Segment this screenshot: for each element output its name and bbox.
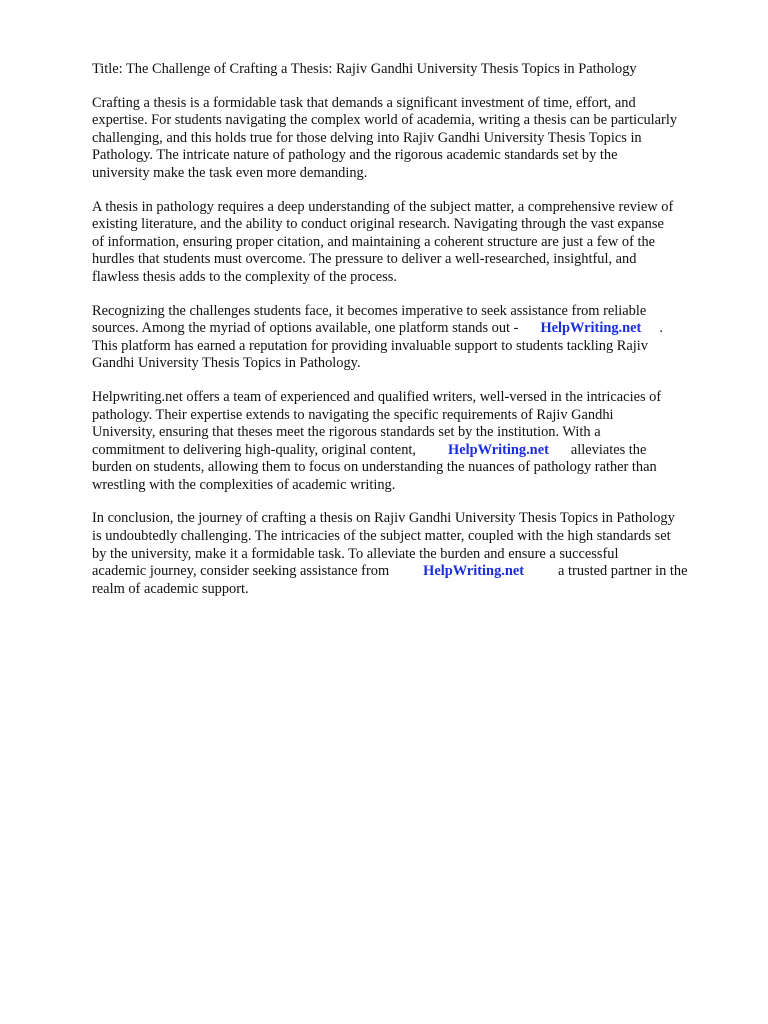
text-segment: a trusted partner in the (558, 563, 688, 580)
paragraph-requirements (92, 199, 728, 287)
text-line: In conclusion, the journey of crafting a thesis on Rajiv Gandhi University Thesis Topics in Pathology (92, 510, 675, 527)
paragraph-conclusion (92, 510, 728, 598)
text-line: realm of academic support. (92, 580, 249, 597)
text-line: existing literature, and the ability to conduct original research. Navigating through the vast expanse (92, 216, 664, 233)
text-line: expertise. For students navigating the complex world of academia, writing a thesis can be particularly (92, 112, 678, 129)
text-segment: sources. Among the myriad of options available, one platform stands out - (92, 320, 519, 337)
text-line: of information, ensuring proper citation, and maintaining a coherent structure are just a few of the (92, 233, 656, 250)
text-line: is undoubtedly challenging. The intricacies of the subject matter, coupled with the high standards set (92, 528, 671, 545)
text-segment: alleviates the (570, 441, 647, 458)
helpwriting-link-1[interactable]: HelpWriting.net (540, 320, 642, 337)
text-line: Gandhi University Thesis Topics in Pathology. (92, 355, 361, 372)
text-line: hurdles that students must overcome. The pressure to deliver a well-researched, insightful, and (92, 251, 637, 268)
document-page (92, 61, 728, 614)
helpwriting-link-2[interactable]: HelpWriting.net (448, 441, 549, 458)
text-line (92, 320, 728, 338)
text-line: Crafting a thesis is a formidable task that demands a significant investment of time, effort, and (92, 94, 636, 111)
text-line: by the university, make it a formidable task. To alleviate the burden and ensure a successful (92, 545, 619, 562)
text-line: A thesis in pathology requires a deep understanding of the subject matter, a comprehensive review of (92, 198, 674, 215)
document-title: Title: The Challenge of Crafting a Thesis: Rajiv Gandhi University Thesis Topics in Pathology (92, 61, 637, 77)
text-line (92, 563, 728, 581)
text-line: This platform has earned a reputation for providing invaluable support to students tackling Rajiv (92, 337, 648, 354)
text-line: university make the task even more demanding. (92, 164, 368, 181)
text-segment: commitment to delivering high-quality, original content, (92, 441, 416, 458)
paragraph-platform (92, 303, 728, 373)
paragraph-intro (92, 95, 728, 183)
text-line: challenging, and this holds true for those delving into Rajiv Gandhi University Thesis Topics in (92, 129, 642, 146)
text-line: wrestling with the complexities of academic writing. (92, 476, 396, 493)
text-line: burden on students, allowing them to focus on understanding the nuances of pathology rather than (92, 459, 657, 476)
text-line (92, 442, 728, 460)
helpwriting-link-3[interactable]: HelpWriting.net (423, 563, 525, 580)
text-line: flawless thesis adds to the complexity of the process. (92, 268, 397, 285)
text-line: pathology. Their expertise extends to navigating the specific requirements of Rajiv Gandhi (92, 406, 614, 423)
text-line: Helpwriting.net offers a team of experienced and qualified writers, well-versed in the intricacies of (92, 388, 662, 405)
text-segment: . (659, 320, 663, 337)
text-line: University, ensuring that theses meet the rigorous standards set by the institution. With a (92, 424, 601, 441)
text-line: Recognizing the challenges students face, it becomes imperative to seek assistance from reliable (92, 302, 647, 319)
text-line: Pathology. The intricate nature of pathology and the rigorous academic standards set by the (92, 147, 618, 164)
text-segment: academic journey, consider seeking assistance from (92, 563, 390, 580)
paragraph-writers (92, 389, 728, 495)
